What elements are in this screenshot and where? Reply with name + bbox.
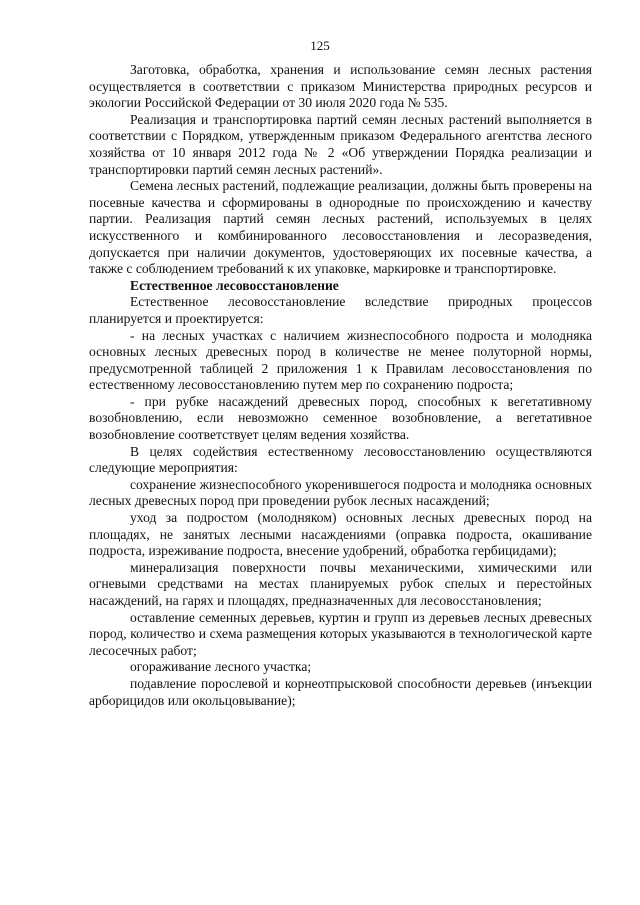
paragraph-natural-regeneration-intro: Естественное лесовосстановление вследствие природных процессов планируется и проектируется: (89, 294, 592, 326)
paragraph-seed-transport: Реализация и транспортировка партий семян лесных растений выполняется в соответствии с Порядком, утвержденным приказом Федерального агентства лесного хозяйства от 10 января 2012 года № 2 «Об утверждении Порядка реализации и транспортировки партий семян лесных растений». (89, 111, 592, 177)
section-heading: Естественное лесовосстановление (130, 277, 339, 293)
measure-care: уход за подростом (молодняком) основных лесных древесных пород на площадях, не занятых лесными насаждениями (оправка подроста, окашивание подроста, изреживание подроста, внесение удобрений, обработка гербицидами); (89, 510, 592, 559)
measure-fencing: огораживание лесного участка; (130, 659, 312, 675)
measure-mineralization: минерализация поверхности почвы механическими, химическими или огневыми средствами на местах планируемых рубок спелых и перестойных насаждений, на гарях и площадях, предназначенных для лесовосстановления; (89, 559, 592, 608)
paragraph-seed-procurement: Заготовка, обработка, хранения и использование семян лесных растения осуществляется в соответствии с приказом Министерства природных ресурсов и экологии Российской Федерации от 30 июля 2020 года № 535. (89, 62, 592, 111)
page-number: 125 (310, 38, 330, 53)
paragraph-measures-intro: В целях содействия естественному лесовосстановлению осуществляются следующие мероприятия: (89, 443, 592, 476)
measure-suppression: подавление порослевой и корнеотпрысковой способности деревьев (инъекции арборицидов или окольцовывание); (89, 675, 592, 708)
measure-seed-trees: оставление семенных деревьев, куртин и групп из деревьев лесных древесных пород, количество и схема размещения которых указываются в технологической карте лесосечных работ; (89, 609, 592, 658)
measure-preservation: сохранение жизнеспособного укоренившегося подроста и молодняка основных лесных древесных пород при проведении рубок лесных насаждений; (89, 476, 592, 509)
paragraph-seed-quality: Семена лесных растений, подлежащие реализации, должны быть проверены на посевные качества и сформированы в однородные по происхождению и качеству партии. Реализация партий семян лесных растений, используемых в целях искусственного и комбинированного лесовосстановления и лесоразведения, допускается при наличии документов, удостоверяющих их посевные качества, а также с соблюдением требований к их упаковке, маркировке и транспортировке. (89, 178, 592, 277)
list-item-undergrowth: - на лесных участках с наличием жизнеспособного подроста и молодняка основных лесных древесных пород в количестве не менее полуторной нормы, предусмотренной таблицей 2 приложения 1 к Правилам лесовосстановления по естественному лесовосстановлению путем мер по сохранению подроста; (89, 327, 592, 393)
list-item-vegetative: - при рубке насаждений древесных пород, способных к вегетативному возобновлению, если невозможно семенное возобновление, а вегетативное возобновление соответствует целям ведения хозяйства. (89, 393, 592, 443)
document-body (89, 62, 592, 709)
